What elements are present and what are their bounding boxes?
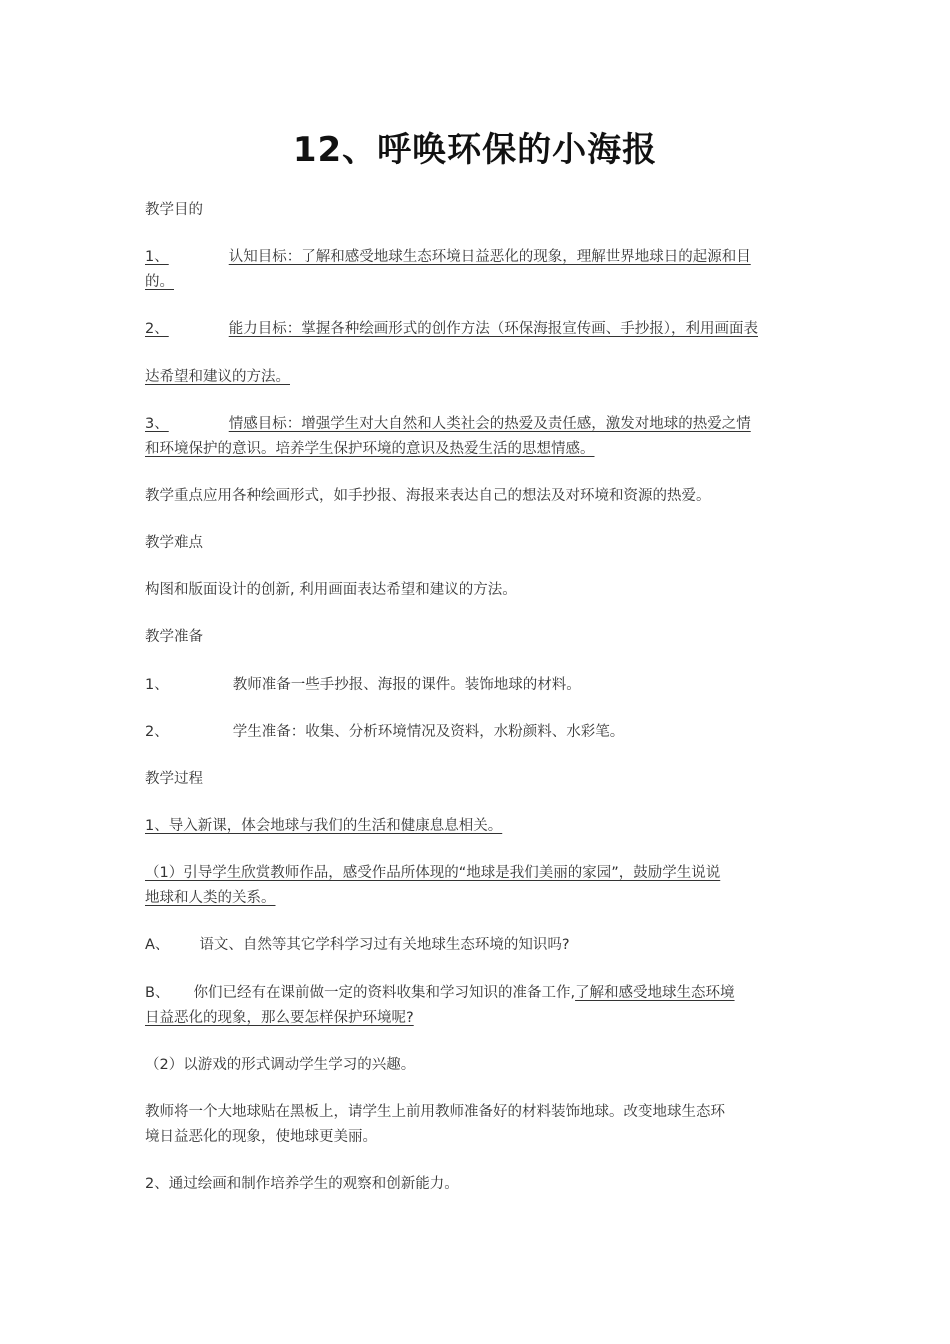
question-a bbox=[145, 933, 810, 957]
prep-heading: 教学准备 bbox=[145, 629, 203, 645]
goal-2-line2 bbox=[145, 365, 810, 389]
process-heading: 教学过程 bbox=[145, 771, 203, 787]
goal-2-number: 2、 bbox=[145, 321, 169, 337]
prep-2-number: 2、 bbox=[145, 724, 169, 740]
goal-3-text: 情感目标：增强学生对大自然和人类社会的热爱及责任感，激发对地球的热爱之情 bbox=[228, 416, 751, 432]
goal-1-line2 bbox=[145, 270, 810, 294]
question-b-line2 bbox=[145, 1006, 810, 1030]
question-b-line1 bbox=[145, 981, 810, 1005]
goal-1-number: 1、 bbox=[145, 249, 169, 265]
question-b-text: 你们已经有在课前做一定的资料收集和学习知识的准备工作, bbox=[193, 985, 576, 1001]
key-point: 教学重点应用各种绘画形式，如手抄报、海报来表达自己的想法及对环境和资源的热爱。 bbox=[145, 488, 711, 504]
goal-1-text: 认知目标：了解和感受地球生态环境日益恶化的现象，理解世界地球日的起源和目 bbox=[228, 249, 751, 265]
difficulty-text: 构图和版面设计的创新, 利用画面表达希望和建议的方法。 bbox=[145, 582, 517, 598]
goal-3-continued: 和环境保护的意识。培养学生保护环境的意识及热爱生活的思想情感。 bbox=[145, 441, 595, 457]
step-1-1-line2 bbox=[145, 886, 810, 910]
goal-2-text: 能力目标：掌握各种绘画形式的创作方法（环保海报宣传画、手抄报），利用画面表 bbox=[228, 321, 758, 337]
goal-3-line2 bbox=[145, 437, 810, 461]
step-1 bbox=[145, 814, 810, 838]
document-title: 12、呼唤环保的小海报 bbox=[292, 130, 658, 170]
game-line1: 教师将一个大地球贴在黑板上，请学生上前用教师准备好的材料装饰地球。改变地球生态环 bbox=[145, 1104, 725, 1120]
goal-3-line1 bbox=[145, 412, 810, 436]
prep-2-text: 学生准备：收集、分析环境情况及资料，水粉颜料、水彩笔。 bbox=[232, 724, 625, 740]
step-2: 2、通过绘画和制作培养学生的观察和创新能力。 bbox=[145, 1176, 459, 1192]
question-b-underlined: 了解和感受地球生态环境 bbox=[575, 985, 735, 1001]
goal-3-number: 3、 bbox=[145, 416, 169, 432]
step-1-text: 1、导入新课，体会地球与我们的生活和健康息息相关。 bbox=[145, 818, 503, 834]
step-1-1-line1 bbox=[145, 861, 810, 885]
prep-item-1 bbox=[145, 673, 810, 697]
question-b-number: B、 bbox=[145, 985, 170, 1001]
question-a-number: A、 bbox=[145, 937, 170, 953]
step-1-1-text-line1: （1）引导学生欣赏教师作品，感受作品所体现的“地球是我们美丽的家园”，鼓励学生说说 bbox=[145, 865, 721, 881]
goal-2-line1 bbox=[145, 317, 810, 341]
step-1-1-text-line2: 地球和人类的关系。 bbox=[145, 890, 276, 906]
prep-1-number: 1、 bbox=[145, 677, 169, 693]
goal-heading: 教学目的 bbox=[145, 202, 203, 218]
difficulty-heading: 教学难点 bbox=[145, 535, 203, 551]
prep-item-2 bbox=[145, 720, 810, 744]
prep-1-text: 教师准备一些手抄报、海报的课件。装饰地球的材料。 bbox=[232, 677, 581, 693]
goal-1-continued: 的。 bbox=[145, 274, 174, 290]
goal-1-line1 bbox=[145, 245, 810, 269]
step-1-2: （2）以游戏的形式调动学生学习的兴趣。 bbox=[145, 1057, 416, 1073]
question-a-text: 语文、自然等其它学科学习过有关地球生态环境的知识吗? bbox=[199, 937, 570, 953]
goal-2-continued: 达希望和建议的方法。 bbox=[145, 369, 290, 385]
question-b-text-line2: 日益恶化的现象，那么要怎样保护环境呢? bbox=[145, 1010, 414, 1026]
game-line2: 境日益恶化的现象，使地球更美丽。 bbox=[145, 1129, 377, 1145]
